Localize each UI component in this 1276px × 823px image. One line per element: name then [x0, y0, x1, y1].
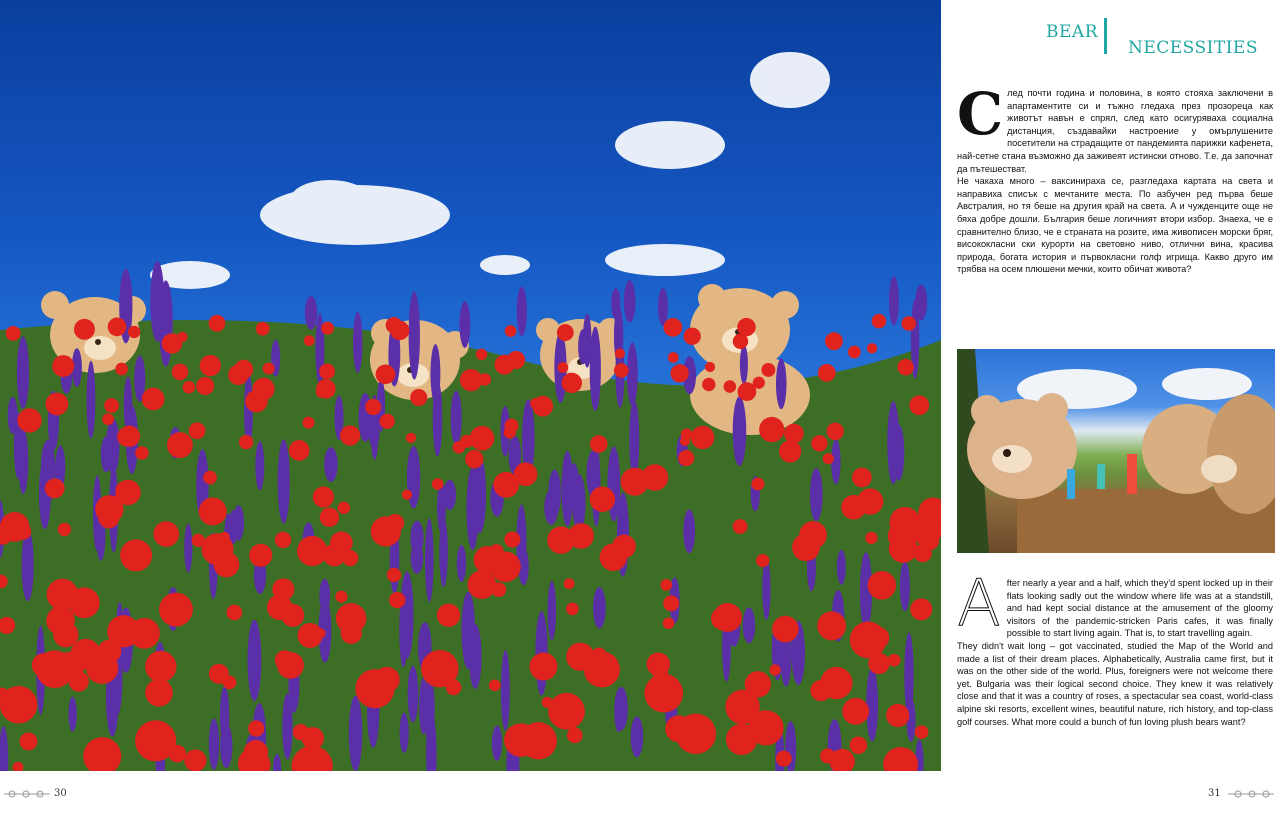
- larkspur-spike: [889, 276, 899, 325]
- larkspur-spike: [544, 490, 558, 525]
- larkspur-spike: [408, 666, 419, 723]
- poppy-flower: [507, 351, 525, 369]
- poppy-flower: [759, 417, 784, 442]
- larkspur-spike: [611, 288, 620, 319]
- poppy-flower: [529, 653, 557, 681]
- larkspur-spike: [353, 312, 362, 373]
- poppy-flower: [566, 643, 594, 671]
- poppy-flower: [621, 468, 649, 496]
- larkspur-spike: [229, 510, 238, 544]
- inset-photo-bears-with-cocktails: [957, 349, 1275, 553]
- poppy-flower: [468, 570, 497, 599]
- poppy-flower: [145, 679, 173, 707]
- poppy-flower: [86, 652, 118, 684]
- larkspur-spike: [349, 696, 363, 771]
- poppy-flower: [304, 335, 315, 346]
- poppy-flower: [660, 579, 672, 591]
- larkspur-spike: [900, 561, 910, 611]
- poppy-flower: [479, 373, 491, 385]
- poppy-flower: [142, 388, 165, 411]
- poppy-flower: [691, 426, 714, 449]
- poppy-flower: [453, 441, 466, 454]
- poppy-flower: [319, 363, 335, 379]
- poppy-flower: [910, 598, 932, 620]
- poppy-flower: [227, 605, 243, 621]
- poppy-flower: [167, 432, 193, 458]
- poppy-flower: [402, 490, 412, 500]
- larkspur-spike: [624, 280, 636, 322]
- page-number-right: 31: [1208, 788, 1221, 799]
- poppy-flower: [848, 346, 861, 359]
- larkspur-spike: [324, 447, 338, 482]
- larkspur-spike: [810, 468, 823, 521]
- poppy-flower: [289, 440, 310, 461]
- poppy-flower: [514, 463, 538, 487]
- poppy-flower: [818, 364, 836, 382]
- larkspur-spike: [740, 344, 748, 384]
- poppy-flower: [36, 650, 74, 688]
- bulgarian-paragraph-2: Не чакаха много – ваксинираха се, разгледаха картата на света и направиха списък с мечтаните места. По азбучен ред първа беше Австралия, но тя беше на другия край на света. А и чужденците още не бяха добре дошли. България беше логичният втори избор. Знаеха, че е сравнително близо, че е страната на розите, има живописен морски бряг, висококласни ски курорти на световно ниво, отлични вина, красива природа, богата история и първокласни голф игрища. Какво друго им трябва на осем плюшени мечки, които обичат живота?: [957, 176, 1273, 275]
- poppy-flower: [406, 433, 416, 443]
- poppy-flower: [200, 355, 221, 376]
- poppy-flower: [135, 720, 176, 761]
- title-divider: [1104, 18, 1107, 54]
- poppy-flower: [850, 736, 868, 754]
- larkspur-spike: [451, 391, 462, 445]
- poppy-flower: [199, 497, 227, 525]
- english-paragraph-1-text: fter nearly a year and a half, which they'd spent locked up in their flats looking sadly out the window where life was at a standstill, and had kept social distance at the amusement of the gloomy visitors of the pandemic-stricken Paris cafes, it was finally possible to start living again. That is, to start travelling again.: [1006, 578, 1273, 639]
- larkspur-spike: [733, 396, 747, 466]
- poppy-flower: [663, 595, 679, 611]
- poppy-flower: [562, 373, 582, 393]
- poppy-flower: [676, 714, 716, 754]
- poppy-flower: [465, 450, 483, 468]
- larkspur-spike: [629, 400, 639, 478]
- poppy-flower: [590, 435, 608, 453]
- poppy-flower: [184, 749, 206, 771]
- larkspur-spike: [607, 446, 620, 521]
- poppy-flower: [135, 446, 149, 460]
- poppy-flower: [547, 526, 574, 553]
- poppy-flower: [680, 436, 690, 446]
- poppy-flower: [865, 532, 877, 544]
- poppy-flower: [590, 486, 615, 511]
- poppy-flower: [335, 591, 347, 603]
- english-paragraph-2: They didn't wait long – got vaccinated, studied the Map of the World and made a list of their dream places. Alphabetically, Australia came first, but it was on the other side of the world. Plus, foreigners were not welcome there yet. Bulgaria was their logical second choice. They knew it was relatively close and that it was a country of roses, a spectacular sea coast, world-class alpine ski resorts, excellent wines, beautiful nature, rich history, and top-class golf courses. What more could a bunch of fun loving plush bears want?: [957, 640, 1273, 727]
- poppy-flower: [281, 604, 304, 627]
- poppy-flower: [489, 679, 501, 691]
- poppy-flower: [826, 423, 843, 440]
- poppy-flower: [387, 568, 401, 582]
- poppy-flower: [852, 468, 872, 488]
- poppy-flower: [474, 546, 501, 573]
- poppy-flower: [104, 398, 119, 413]
- poppy-flower: [505, 325, 517, 337]
- poppy-flower: [153, 521, 179, 547]
- poppy-flower: [52, 355, 74, 377]
- poppy-flower: [548, 693, 585, 730]
- english-text-column: [957, 567, 1273, 728]
- larkspur-spike: [106, 418, 119, 474]
- poppy-flower: [614, 363, 629, 378]
- poppy-flower: [183, 381, 196, 394]
- poppy-flower: [799, 521, 827, 549]
- poppy-flower: [380, 414, 395, 429]
- poppy-flower: [668, 352, 679, 363]
- larkspur-spike: [433, 380, 443, 457]
- poppy-flower: [772, 616, 799, 643]
- larkspur-spike: [459, 301, 470, 348]
- poppy-flower: [389, 592, 405, 608]
- poppy-flower: [330, 531, 353, 554]
- right-page: [941, 0, 1276, 823]
- larkspur-spike: [425, 518, 434, 602]
- poppy-flower: [297, 536, 327, 566]
- poppy-flower: [886, 704, 909, 727]
- poppy-flower: [823, 453, 834, 464]
- poppy-flower: [724, 380, 737, 393]
- larkspur-spike: [548, 581, 557, 640]
- poppy-flower: [842, 698, 869, 725]
- poppy-flower: [820, 667, 852, 699]
- poppy-flower: [644, 674, 683, 713]
- larkspur-spike: [469, 624, 482, 689]
- poppy-flower: [738, 382, 757, 401]
- poppy-flower: [209, 664, 229, 684]
- larkspur-spike: [517, 287, 527, 336]
- poppy-flower: [365, 399, 381, 415]
- larkspur-spike: [17, 336, 29, 408]
- poppy-flower: [557, 324, 574, 341]
- poppy-flower: [58, 523, 71, 536]
- poppy-flower: [868, 571, 897, 600]
- larkspur-spike: [8, 397, 18, 434]
- poppy-flower: [189, 422, 206, 439]
- poppy-flower: [155, 665, 167, 677]
- larkspur-spike: [592, 446, 601, 526]
- poppy-flower: [53, 622, 78, 647]
- poppy-flower: [192, 534, 205, 547]
- poppy-flower: [263, 362, 275, 374]
- poppy-flower: [751, 478, 764, 491]
- larkspur-spike: [631, 716, 644, 757]
- poppy-flower: [338, 502, 350, 514]
- poppy-flower: [196, 377, 214, 395]
- larkspur-spike: [776, 359, 787, 410]
- poppy-flower: [116, 482, 131, 497]
- poppy-flower: [107, 615, 139, 647]
- poppy-flower: [172, 364, 188, 380]
- poppy-flower: [203, 471, 217, 485]
- poppy-flower: [45, 393, 68, 416]
- poppy-flower: [492, 582, 507, 597]
- poppy-flower: [74, 319, 95, 340]
- larkspur-spike: [887, 401, 899, 484]
- poppy-flower: [776, 751, 792, 767]
- page-number-left: 30: [54, 788, 67, 799]
- poppy-flower: [504, 426, 516, 438]
- poppy-flower: [817, 611, 846, 640]
- poppy-flower: [841, 495, 866, 520]
- poppy-flower: [239, 435, 253, 449]
- poppy-flower: [209, 315, 226, 332]
- poppy-flower: [298, 623, 323, 648]
- poppy-flower: [566, 602, 579, 615]
- bulgarian-paragraph-1-text: лед почти година и половина, в която стояха заключени в апартаментите си и тъжно гледаха през прозореца как животът навън е спрял, след като осигуряваха социална дистанция, създавайки настроение у омърлушените посетители на страдащите от пандемията парижки кафенета, най-сетне стана възможно да заживеят истински отново. Т.е. да започнат да пътешестват.: [957, 88, 1273, 174]
- poppy-flower: [220, 532, 230, 542]
- poppy-flower: [316, 386, 328, 398]
- poppy-flower: [726, 724, 757, 755]
- poppy-flower: [102, 413, 114, 425]
- poppy-flower: [386, 514, 404, 532]
- poppy-flower: [470, 426, 495, 451]
- larkspur-spike: [614, 689, 623, 732]
- poppy-flower: [811, 435, 827, 451]
- poppy-flower: [45, 478, 65, 498]
- poppy-flower: [6, 326, 21, 341]
- larkspur-spike: [572, 474, 585, 532]
- footer-ornament-left: [4, 790, 50, 798]
- poppy-flower: [336, 603, 366, 633]
- english-dropcap: A: [957, 567, 1001, 641]
- larkspur-spike: [866, 667, 878, 742]
- larkspur-spike: [87, 361, 96, 439]
- poppy-flower: [737, 318, 755, 336]
- larkspur-spike: [457, 545, 466, 582]
- poppy-flower: [177, 332, 187, 342]
- larkspur-spike: [501, 650, 510, 731]
- poppy-flower: [725, 690, 760, 725]
- poppy-flower: [446, 680, 462, 696]
- poppy-flower: [432, 478, 444, 490]
- poppy-flower: [249, 544, 272, 567]
- poppy-flower: [898, 359, 914, 375]
- poppy-flower: [615, 348, 625, 358]
- poppy-flower: [756, 554, 769, 567]
- poppy-flower: [47, 579, 78, 610]
- poppy-flower: [120, 539, 152, 571]
- poppy-flower: [915, 725, 929, 739]
- larkspur-spike: [409, 291, 420, 379]
- poppy-flower: [437, 604, 460, 627]
- poppy-flower: [600, 543, 627, 570]
- larkspur-spike: [837, 550, 846, 585]
- bulgarian-dropcap: С: [957, 80, 1004, 148]
- larkspur-spike: [278, 439, 290, 523]
- larkspur-spike: [400, 713, 409, 753]
- poppy-flower: [663, 617, 675, 629]
- larkspur-spike: [627, 342, 638, 406]
- larkspur-spike: [743, 608, 755, 644]
- poppy-flower: [228, 365, 248, 385]
- poppy-flower: [275, 532, 291, 548]
- poppy-flower: [684, 328, 701, 345]
- bulgarian-paragraph-1: [957, 80, 1273, 175]
- poppy-flower: [567, 728, 583, 744]
- poppy-flower: [320, 508, 339, 527]
- poppy-flower: [504, 723, 538, 757]
- poppy-flower: [115, 363, 128, 376]
- title-word-bear: BEAR: [1046, 22, 1098, 42]
- larkspur-spike: [658, 288, 668, 326]
- poppy-flower: [909, 395, 929, 415]
- larkspur-spike: [305, 296, 317, 330]
- poppy-flower: [98, 508, 119, 529]
- poppy-flower: [678, 450, 694, 466]
- larkspur-spike: [492, 726, 502, 761]
- poppy-flower: [779, 440, 801, 462]
- poppy-flower: [909, 529, 921, 541]
- poppy-flower: [275, 650, 295, 670]
- poppy-flower: [652, 664, 668, 680]
- poppy-flower: [128, 326, 140, 338]
- poppy-flower: [557, 362, 568, 373]
- poppy-flower: [272, 578, 294, 600]
- english-paragraph-1: [957, 567, 1273, 641]
- larkspur-spike: [255, 441, 264, 490]
- poppy-flower: [761, 363, 775, 377]
- poppy-flower: [313, 486, 334, 507]
- larkspur-spike: [593, 587, 606, 629]
- poppy-flower: [17, 408, 41, 432]
- poppy-flower: [20, 732, 38, 750]
- larkspur-spike: [411, 543, 424, 574]
- poppy-flower: [390, 321, 409, 340]
- poppy-flower: [733, 519, 748, 534]
- poppy-flower: [355, 669, 394, 708]
- poppy-flower: [888, 654, 901, 667]
- larkspur-spike: [150, 261, 164, 341]
- poppy-flower: [825, 332, 843, 350]
- poppy-flower: [784, 424, 804, 444]
- bulgarian-text-column: [957, 80, 1273, 276]
- larkspur-spike: [209, 718, 219, 769]
- poppy-flower: [340, 425, 360, 445]
- poppy-flower: [248, 720, 264, 736]
- larkspur-spike: [247, 620, 261, 702]
- larkspur-spike: [439, 516, 448, 587]
- poppy-flower: [303, 417, 315, 429]
- larkspur-spike: [419, 678, 428, 734]
- larkspur-spike: [590, 327, 601, 412]
- poppy-flower: [705, 362, 715, 372]
- poppy-flower: [117, 427, 137, 447]
- poppy-flower: [702, 378, 715, 391]
- larkspur-spike: [18, 429, 28, 494]
- poppy-flower: [921, 532, 940, 551]
- poppy-flower: [410, 389, 427, 406]
- poppy-flower: [663, 318, 682, 337]
- poppy-flower: [733, 334, 748, 349]
- poppy-flower: [252, 378, 274, 400]
- footer-ornament-right: [1228, 790, 1274, 798]
- poppy-flower: [159, 593, 193, 627]
- poppy-flower: [820, 748, 835, 763]
- larkspur-spike: [220, 724, 232, 768]
- poppy-flower: [670, 364, 688, 382]
- poppy-flower: [711, 607, 734, 630]
- poppy-flower: [867, 343, 877, 353]
- larkspur-spike: [68, 697, 76, 732]
- inset-illustration: [957, 349, 1275, 553]
- poppy-flower: [504, 531, 520, 547]
- title-word-necessities: NECESSITIES: [1127, 38, 1258, 58]
- larkspur-spike: [184, 524, 192, 573]
- poppy-flower: [769, 664, 780, 675]
- poppy-flower: [872, 314, 886, 328]
- poppy-flower: [376, 364, 396, 384]
- poppy-flower: [476, 349, 487, 360]
- larkspur-spike: [683, 509, 695, 553]
- larkspur-spike: [578, 329, 588, 364]
- poppy-flower: [530, 398, 541, 409]
- poppy-flower: [321, 322, 334, 335]
- poppy-flower: [256, 322, 270, 336]
- poppy-flower: [901, 316, 916, 331]
- poppy-flower: [108, 318, 127, 337]
- poppy-flower: [564, 578, 575, 589]
- poppy-flower: [850, 622, 887, 659]
